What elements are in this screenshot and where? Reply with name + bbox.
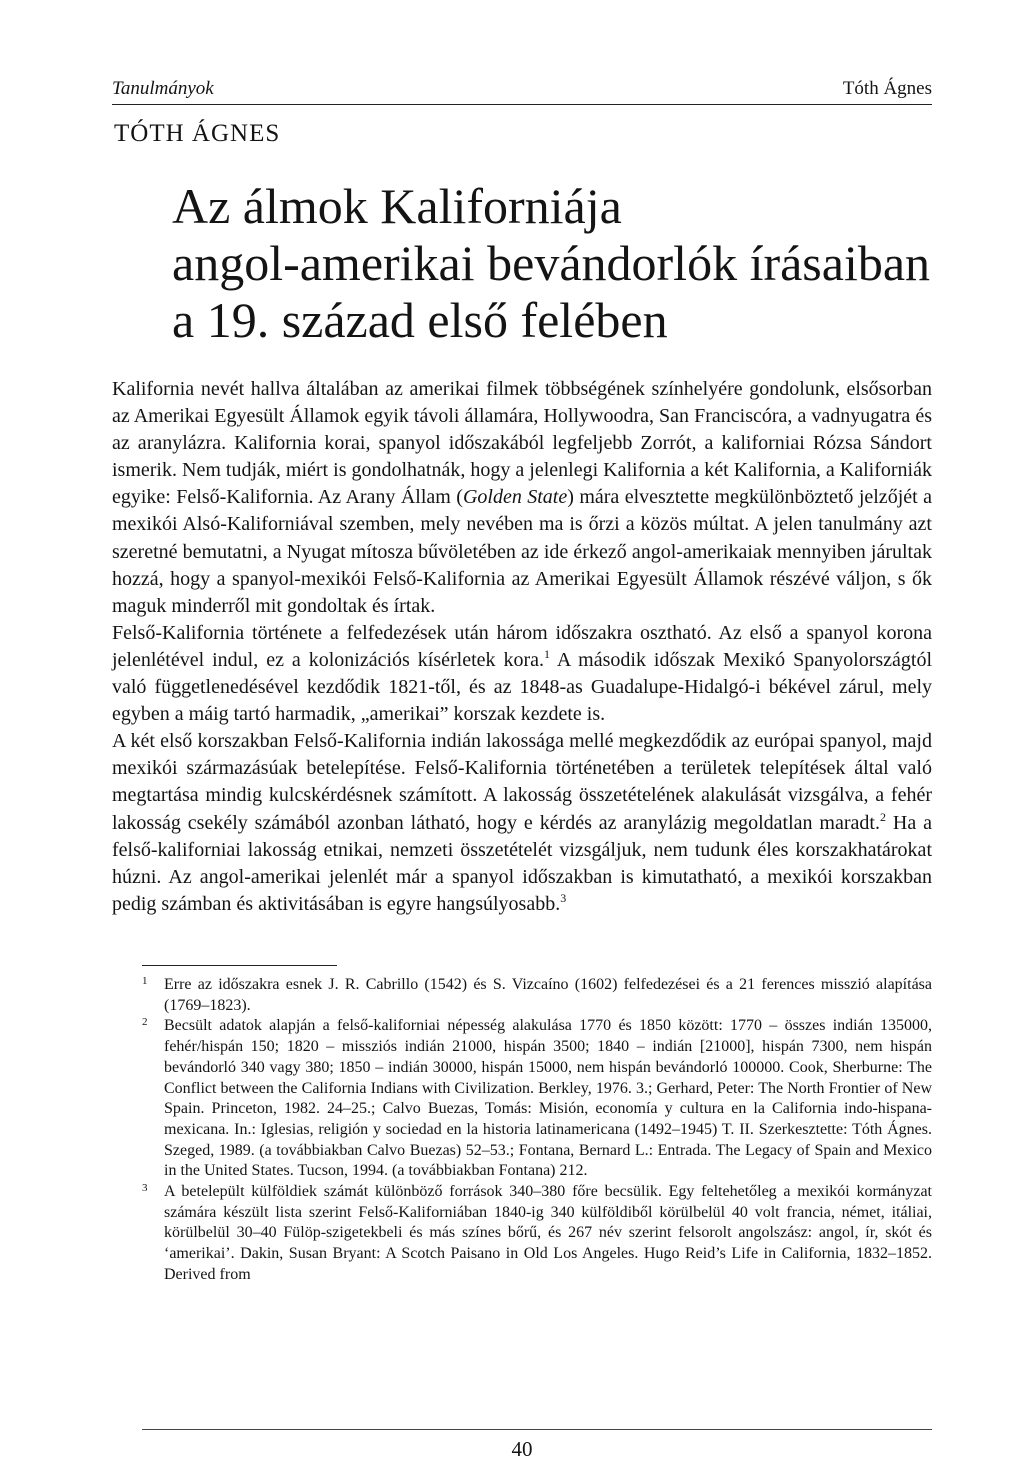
article-title (172, 178, 932, 349)
paragraph-3-text-rest: Ha a felső-kaliforniai lakosság etnikai, nemzeti összetételét vizsgáljuk, nem tudunk éles korszakhatárokat húzni. Az angol-amerikai jelenlét már a spanyol időszakban is kimutatható, a mexikói korszakban pedig számban és aktivitásában is egyre hangsúlyosabb. (112, 811, 932, 915)
paragraph-1 (112, 376, 932, 620)
paragraph-3-text: A két első korszakban Felső-Kalifornia indián lakossága mellé megkezdődik az európai spanyol, majd mexikói származásúak betelepítése. Felső-Kalifornia történetében a területek telepítések által való megtartása mindig kulcskérdésnek számított. A lakosság összetételének alakulását vizsgálva, a fehér lakosság csekély számából azonban látható, hogy e kérdés az aranylázig megoldatlan maradt. (112, 730, 932, 834)
page-number: 40 (511, 1437, 533, 1461)
footnote-number: 2 (142, 1016, 148, 1029)
footnote-ref-2: 2 (879, 809, 886, 824)
article-body (112, 376, 932, 918)
article-author: TÓTH ÁGNES (114, 120, 281, 147)
footnote-2 (142, 1016, 932, 1182)
title-line-2: angol-amerikai bevándorlók írásaiban (172, 235, 931, 291)
title-line-3: a 19. század első felében (172, 292, 668, 348)
footnote-text: Erre az időszakra esnek J. R. Cabrillo (1542) és S. Vizcaíno (1602) felfedezései és a 21 ferences misszió alapítása (1769–1823). (164, 976, 932, 1014)
paragraph-1-text: Kalifornia nevét hallva általában az amerikai filmek többségének színhelyére gondolunk, elsősorban az Amerikai Egyesült Államok egyik távoli államára, Hollywoodra, San Franciscóra, a vadnyugatra és az aranylázra. Kalifornia korai, spanyol időszakából legfeljebb Zorrót, a kaliforniai Rózsa Sándort ismerik. Nem tudják, miért is gondolhatnák, hogy a jelenlegi Kalifornia a két Kalifornia, a Kaliforniák egyike: Felső-Kalifornia. Az Arany Állam ( (112, 378, 932, 509)
footnotes (142, 975, 932, 1286)
paragraph-3 (112, 728, 932, 918)
footnote-ref-3: 3 (560, 890, 567, 905)
footnote-ref-1: 1 (544, 646, 551, 661)
footnote-1 (142, 975, 932, 1016)
bottom-rule (142, 1429, 932, 1430)
footnote-text: Becsült adatok alapján a felső-kaliforniai népesség alakulása 1770 és 1850 között: 1770 – összes indián 135000, fehér/hispán 150; 1820 – missziós indián 21000, hispán 3500; 1840 – indián [21000], hispán 7300, nem hispán bevándorló 340 vagy 380; 1850 – indián 30000, hispán 15000, nem hispán bevándorló 100000. Cook, Sherburne: The Conflict between the California Indians with Civilization. Berkley, 1976. 3.; Gerhard, Peter: The North Frontier of New Spain. Princeton, 1982. 24–25.; Calvo Buezas, Tomás: Misión, economía y cultura en la California indo-hispana-mexicana. In.: Iglesias, religión y sociedad en la historia latinamericana (1492–1945) T. II. Szerkesztette: Tóth Ágnes. Szeged, 1989. (a továbbiakban Calvo Buezas) 52–53.; Fontana, Bernard L.: Entrada. The Legacy of Spain and Mexico in the United States. Tucson, 1994. (a továbbiakban Fontana) 212. (164, 1017, 932, 1180)
paragraph-1-text-rest: ) mára elvesztette megkülönböztető jelzőjét a mexikói Alsó-Kaliforniával szemben, mely nevében ma is őrzi a közös múltat. A jelen tanulmány azt szeretné bemutatni, a Nyugat mítosza bűvöletében az ide érkező angol-amerikaiak mennyiben járultak hozzá, hogy a spanyol-mexikói Felső-Kalifornia az Amerikai Egyesült Államok részévé váljon, s ők maguk minderről mit gondoltak és írtak. (112, 486, 932, 617)
footnote-text: A betelepült külföldiek számát különböző források 340–380 főre becsülik. Egy feltehetőleg a mexikói kormányzat számára készült lista szerint Felső-Kaliforniában 1840-ig 340 külföldiből körülbelül 40 volt francia, német, itáliai, körülbelül 30–40 Fülöp-szigetekbeli és más színes bőrű, és 267 név szerint felsorolt angolszász: angol, ír, skót és ‘amerikai’. Dakin, Susan Bryant: A Scotch Paisano in Old Los Angeles. Hugo Reid’s Life in California, 1832–1852. Derived from (164, 1183, 932, 1283)
footnote-number: 1 (142, 975, 148, 987)
golden-state-italic: Golden State (462, 486, 568, 509)
title-line-1: Az álmok Kaliforniája (172, 178, 622, 234)
footnote-separator (142, 965, 337, 966)
journal-section: Tanulmányok (112, 78, 214, 99)
paragraph-2 (112, 620, 932, 728)
footnote-3 (142, 1182, 932, 1286)
paragraph-2-text: Felső-Kalifornia története a felfedezések után három időszakra osztható. Az első a spanyol korona jelenlétével indul, ez a kolonizációs kísérletek kora. (112, 621, 932, 671)
footnote-number: 3 (142, 1182, 148, 1195)
running-head-author: Tóth Ágnes (842, 78, 932, 99)
paragraph-2-text-rest: A második időszak Mexikó Spanyolországtól való függetlenedésével kezdődik 1821-től, és az 1848-as Guadalupe-Hidalgó-i békével zárul, mely egyben a máig tartó harmadik, „amerikai” korszak kezdete is. (112, 648, 933, 726)
running-head (112, 76, 932, 105)
